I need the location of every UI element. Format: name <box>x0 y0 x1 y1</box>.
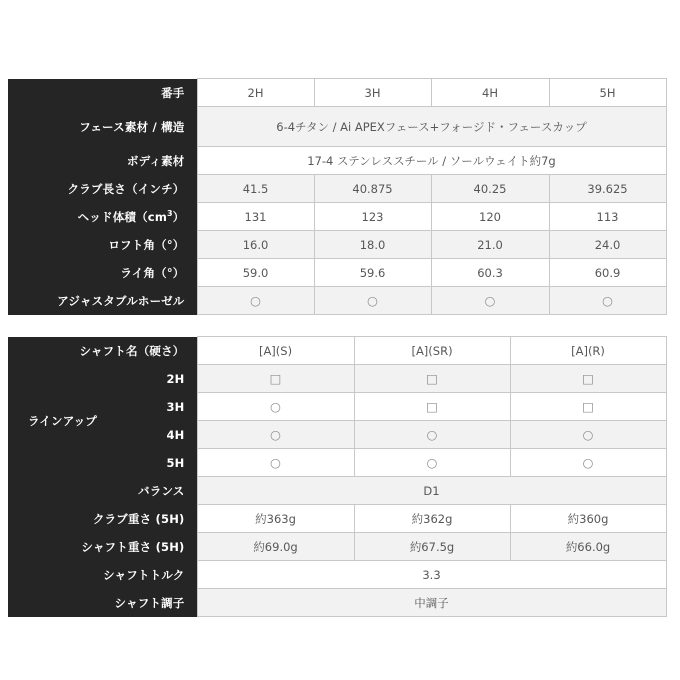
club-spec-table <box>8 78 667 315</box>
table-row-club-weight <box>8 505 666 533</box>
table-row-head-volume <box>8 203 666 231</box>
cell-body-material: 17-4 ステンレススチール / ソールウェイト約7g <box>197 147 666 175</box>
cell-lie-2h: 59.0 <box>197 259 314 287</box>
cell-club-weight-r: 約360g <box>510 505 666 533</box>
row-label-club-number: 番手 <box>8 79 197 107</box>
cell-loft-5h: 24.0 <box>549 231 666 259</box>
row-label-shaft-weight: シャフト重さ (5H) <box>8 533 197 561</box>
cell-lie-4h: 60.3 <box>431 259 549 287</box>
row-label-loft-angle: ロフト角（°） <box>8 231 197 259</box>
table-row-club-number <box>8 79 666 107</box>
circle-mark-3h-s: ○ <box>197 393 354 421</box>
table-row-lineup-4h <box>8 421 666 449</box>
cell-length-2h: 41.5 <box>197 175 314 203</box>
col-header-5h: 5H <box>549 79 666 107</box>
cell-loft-3h: 18.0 <box>314 231 431 259</box>
row-label-balance: バランス <box>8 477 197 505</box>
row-label-lie-angle: ライ角（°） <box>8 259 197 287</box>
col-header-4h: 4H <box>431 79 549 107</box>
table-row-balance <box>8 477 666 505</box>
table-row-lie-angle <box>8 259 666 287</box>
row-label-shaft-name: シャフト名（硬さ） <box>8 337 197 365</box>
row-label-face-material: フェース素材 / 構造 <box>8 107 197 147</box>
circle-mark-5h-sr: ○ <box>354 449 510 477</box>
col-header-shaft-r: [A](R) <box>510 337 666 365</box>
cell-face-material: 6-4チタン / Ai APEXフェース+フォージド・フェースカップ <box>197 107 666 147</box>
cell-volume-4h: 120 <box>431 203 549 231</box>
circle-mark-hosel-3h: ○ <box>314 287 431 315</box>
row-label-adjustable-hosel: アジャスタブルホーゼル <box>8 287 197 315</box>
cell-length-3h: 40.875 <box>314 175 431 203</box>
row-label-lineup-5h: 5H <box>103 449 197 477</box>
circle-mark-5h-s: ○ <box>197 449 354 477</box>
circle-mark-4h-r: ○ <box>510 421 666 449</box>
table-row-adjustable-hosel <box>8 287 666 315</box>
circle-mark-4h-s: ○ <box>197 421 354 449</box>
row-label-club-weight: クラブ重さ (5H) <box>8 505 197 533</box>
row-label-lineup-4h: 4H <box>103 421 197 449</box>
cell-volume-5h: 113 <box>549 203 666 231</box>
square-mark-2h-r: □ <box>510 365 666 393</box>
table-row-shaft-name <box>8 337 666 365</box>
table-row-body-material <box>8 147 666 175</box>
circle-mark-5h-r: ○ <box>510 449 666 477</box>
cell-club-weight-sr: 約362g <box>354 505 510 533</box>
circle-mark-hosel-2h: ○ <box>197 287 314 315</box>
table-row-lineup-2h <box>8 365 666 393</box>
table-row-lineup-5h <box>8 449 666 477</box>
cell-loft-2h: 16.0 <box>197 231 314 259</box>
circle-mark-4h-sr: ○ <box>354 421 510 449</box>
cell-volume-2h: 131 <box>197 203 314 231</box>
square-mark-3h-r: □ <box>510 393 666 421</box>
square-mark-2h-sr: □ <box>354 365 510 393</box>
row-label-head-volume <box>8 203 197 231</box>
row-label-shaft-kickpoint: シャフト調子 <box>8 589 197 617</box>
head-volume-label-suffix: ） <box>172 209 185 224</box>
cell-shaft-weight-s: 約69.0g <box>197 533 354 561</box>
col-header-3h: 3H <box>314 79 431 107</box>
cell-shaft-kickpoint: 中調子 <box>197 589 666 617</box>
col-header-shaft-sr: [A](SR) <box>354 337 510 365</box>
col-header-2h: 2H <box>197 79 314 107</box>
row-label-shaft-torque: シャフトトルク <box>8 561 197 589</box>
cell-length-5h: 39.625 <box>549 175 666 203</box>
cell-balance: D1 <box>197 477 666 505</box>
square-mark-2h-s: □ <box>197 365 354 393</box>
head-volume-label-sup: 3 <box>167 208 173 218</box>
table-row-shaft-kickpoint <box>8 589 666 617</box>
row-label-club-length: クラブ長さ（インチ） <box>8 175 197 203</box>
col-header-shaft-s: [A](S) <box>197 337 354 365</box>
table-row-loft-angle <box>8 231 666 259</box>
cell-shaft-weight-r: 約66.0g <box>510 533 666 561</box>
table-row-club-length <box>8 175 666 203</box>
table-row-lineup-3h <box>8 393 666 421</box>
cell-volume-3h: 123 <box>314 203 431 231</box>
row-label-body-material: ボディ素材 <box>8 147 197 175</box>
shaft-spec-table <box>8 336 667 617</box>
table-row-shaft-weight <box>8 533 666 561</box>
cell-shaft-weight-sr: 約67.5g <box>354 533 510 561</box>
row-label-lineup: ラインアップ <box>8 365 103 477</box>
cell-shaft-torque: 3.3 <box>197 561 666 589</box>
cell-length-4h: 40.25 <box>431 175 549 203</box>
row-label-lineup-3h: 3H <box>103 393 197 421</box>
table-row-shaft-torque <box>8 561 666 589</box>
cell-club-weight-s: 約363g <box>197 505 354 533</box>
head-volume-label-prefix: ヘッド体積（cm <box>77 209 168 224</box>
row-label-lineup-2h: 2H <box>103 365 197 393</box>
cell-loft-4h: 21.0 <box>431 231 549 259</box>
circle-mark-hosel-5h: ○ <box>549 287 666 315</box>
cell-lie-5h: 60.9 <box>549 259 666 287</box>
cell-lie-3h: 59.6 <box>314 259 431 287</box>
circle-mark-hosel-4h: ○ <box>431 287 549 315</box>
square-mark-3h-sr: □ <box>354 393 510 421</box>
table-row-face-material <box>8 107 666 147</box>
